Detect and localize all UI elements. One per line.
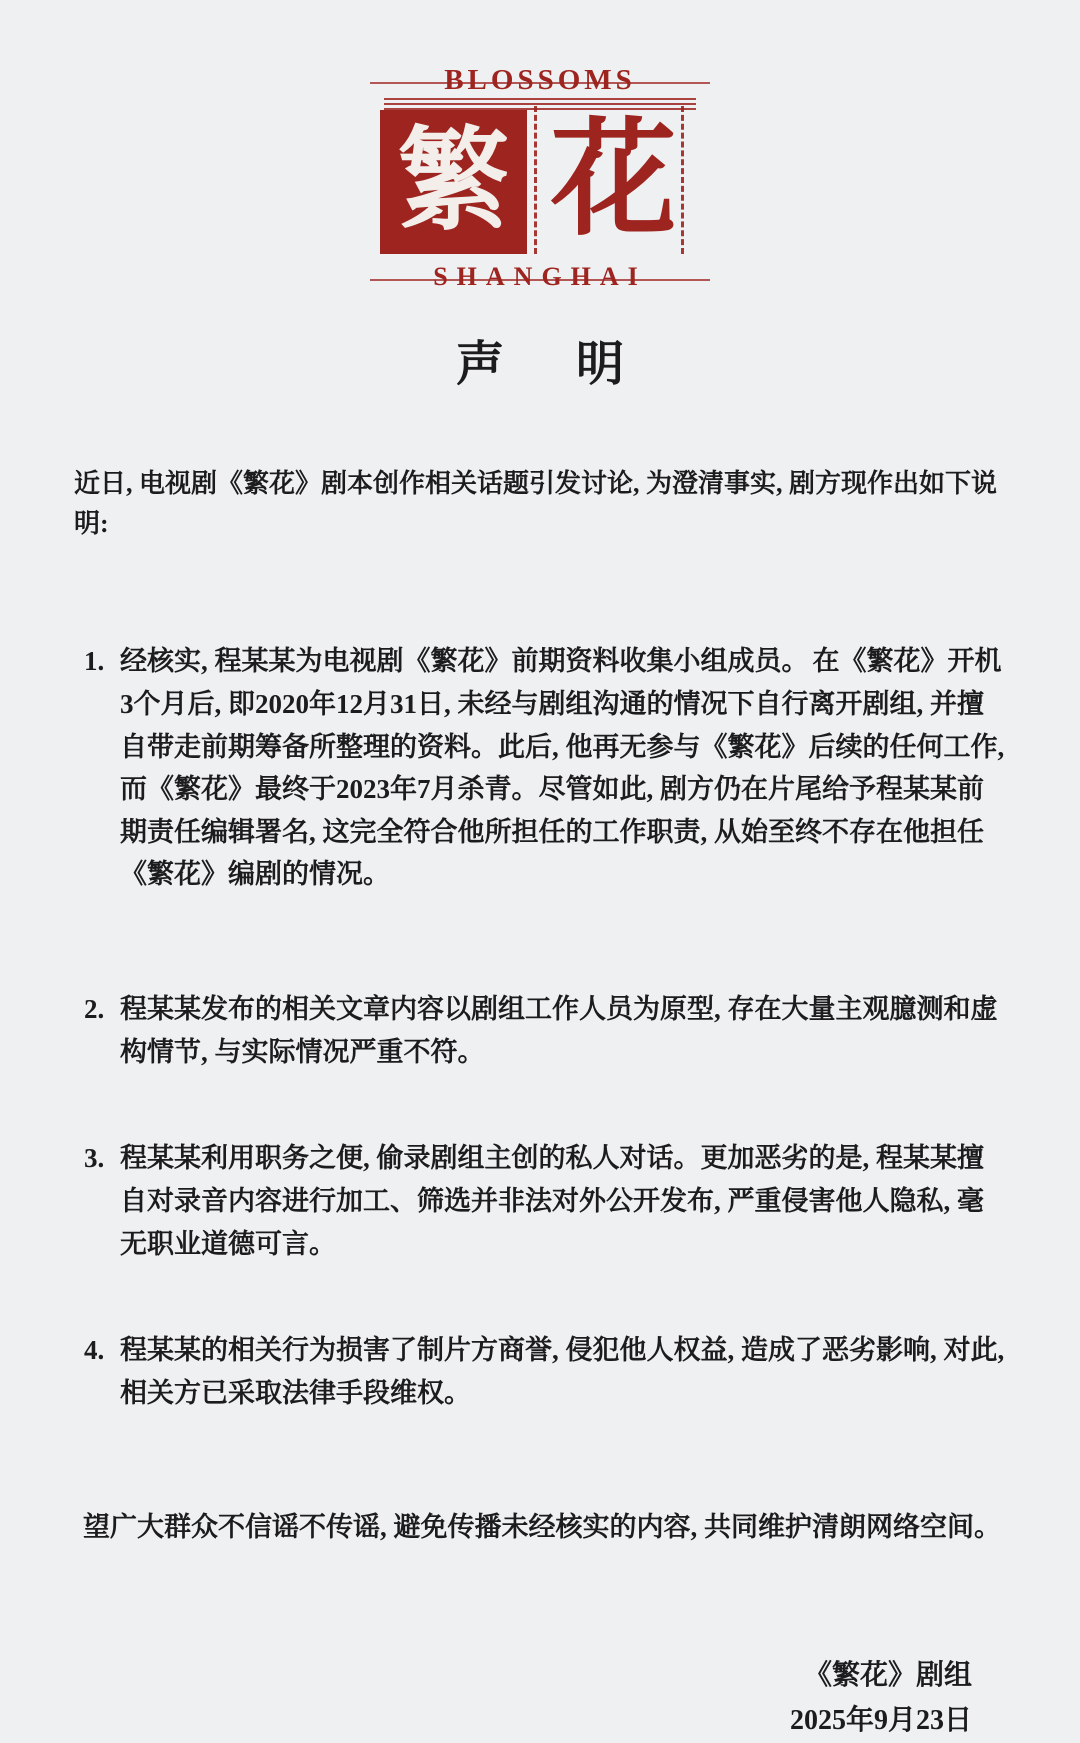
logo-char-fan: 繁: [397, 120, 510, 244]
logo-dashed-divider: [534, 106, 537, 254]
item-text: 程某某利用职务之便, 偷录剧组主创的私人对话。更加恶劣的是, 程某某擅自对录音内容进行加工、筛选并非法对外公开发布, 严重侵害他人隐私, 毫无职业道德可言。: [120, 1143, 984, 1259]
list-item-2: [84, 988, 1010, 1073]
statement-title: 声明: [455, 338, 696, 391]
blossoms-shanghai-logo: [370, 62, 710, 294]
item-number: 2.: [84, 994, 105, 1025]
item-detail: 在《繁花》开机3个月后, 即2020年12月31日, 未经与剧组沟通的情况下自行离开剧组, 并擅自带走前期筹备所整理的资料。此后, 他再无参与《繁花》后续的任何工作, 而《繁花》最终于2023年7月杀青。尽管如此, 剧方仍在片尾给予程某某前期责任编辑署名, 这完全符合他所担任的工作职责, 从始至终不存在他担任《繁花》编剧的情况。: [120, 646, 1005, 890]
logo-seal-stamp: [380, 102, 700, 254]
intro-paragraph: 近日, 电视剧《繁花》剧本创作相关话题引发讨论, 为澄清事实, 剧方现作出如下说明:: [74, 468, 998, 538]
item-number: 4.: [84, 1335, 105, 1366]
item-text: 程某某的相关行为损害了制片方商誉, 侵犯他人权益, 造成了恶劣影响, 对此, 相关方已采取法律手段维权。: [120, 1335, 1005, 1409]
item-body: [120, 1137, 1010, 1265]
list-item-4: [84, 1329, 1010, 1414]
signature-name: 《繁花》剧组: [803, 1659, 972, 1691]
logo-stamp-left-block: [380, 110, 527, 254]
logo-blossoms-row: [370, 62, 710, 98]
logo-stamp-right-block: [527, 110, 700, 254]
item-body: [120, 640, 1010, 896]
logo-char-hua: 花: [550, 112, 677, 251]
item-body: [120, 1329, 1010, 1414]
logo-shanghai-text: SHANGHAI: [433, 262, 647, 291]
signature-block: [0, 1653, 972, 1743]
signature-date: 2025年9月23日: [789, 1704, 972, 1736]
statement-items: [84, 640, 1010, 1415]
logo-stamp-stripes: [384, 98, 696, 110]
item-number: 3.: [84, 1143, 105, 1174]
logo-blossoms-text: BLOSSOMS: [444, 63, 636, 96]
item-body: [120, 988, 1010, 1073]
logo-shanghai-row: [370, 260, 710, 294]
logo-dashed-divider: [681, 106, 684, 254]
item-text: 程某某发布的相关文章内容以剧组工作人员为原型, 存在大量主观臆测和虚构情节, 与实际情况严重不符。: [120, 994, 998, 1067]
item-number: 1.: [84, 646, 105, 677]
closing-paragraph: 望广大群众不信谣不传谣, 避免传播未经核实的内容, 共同维护清朗网络空间。: [83, 1511, 1001, 1542]
list-item-1: [84, 640, 1010, 896]
item-text: 经核实, 程某某为电视剧《繁花》前期资料收集小组成员。: [120, 646, 809, 677]
list-item-3: [84, 1137, 1010, 1265]
